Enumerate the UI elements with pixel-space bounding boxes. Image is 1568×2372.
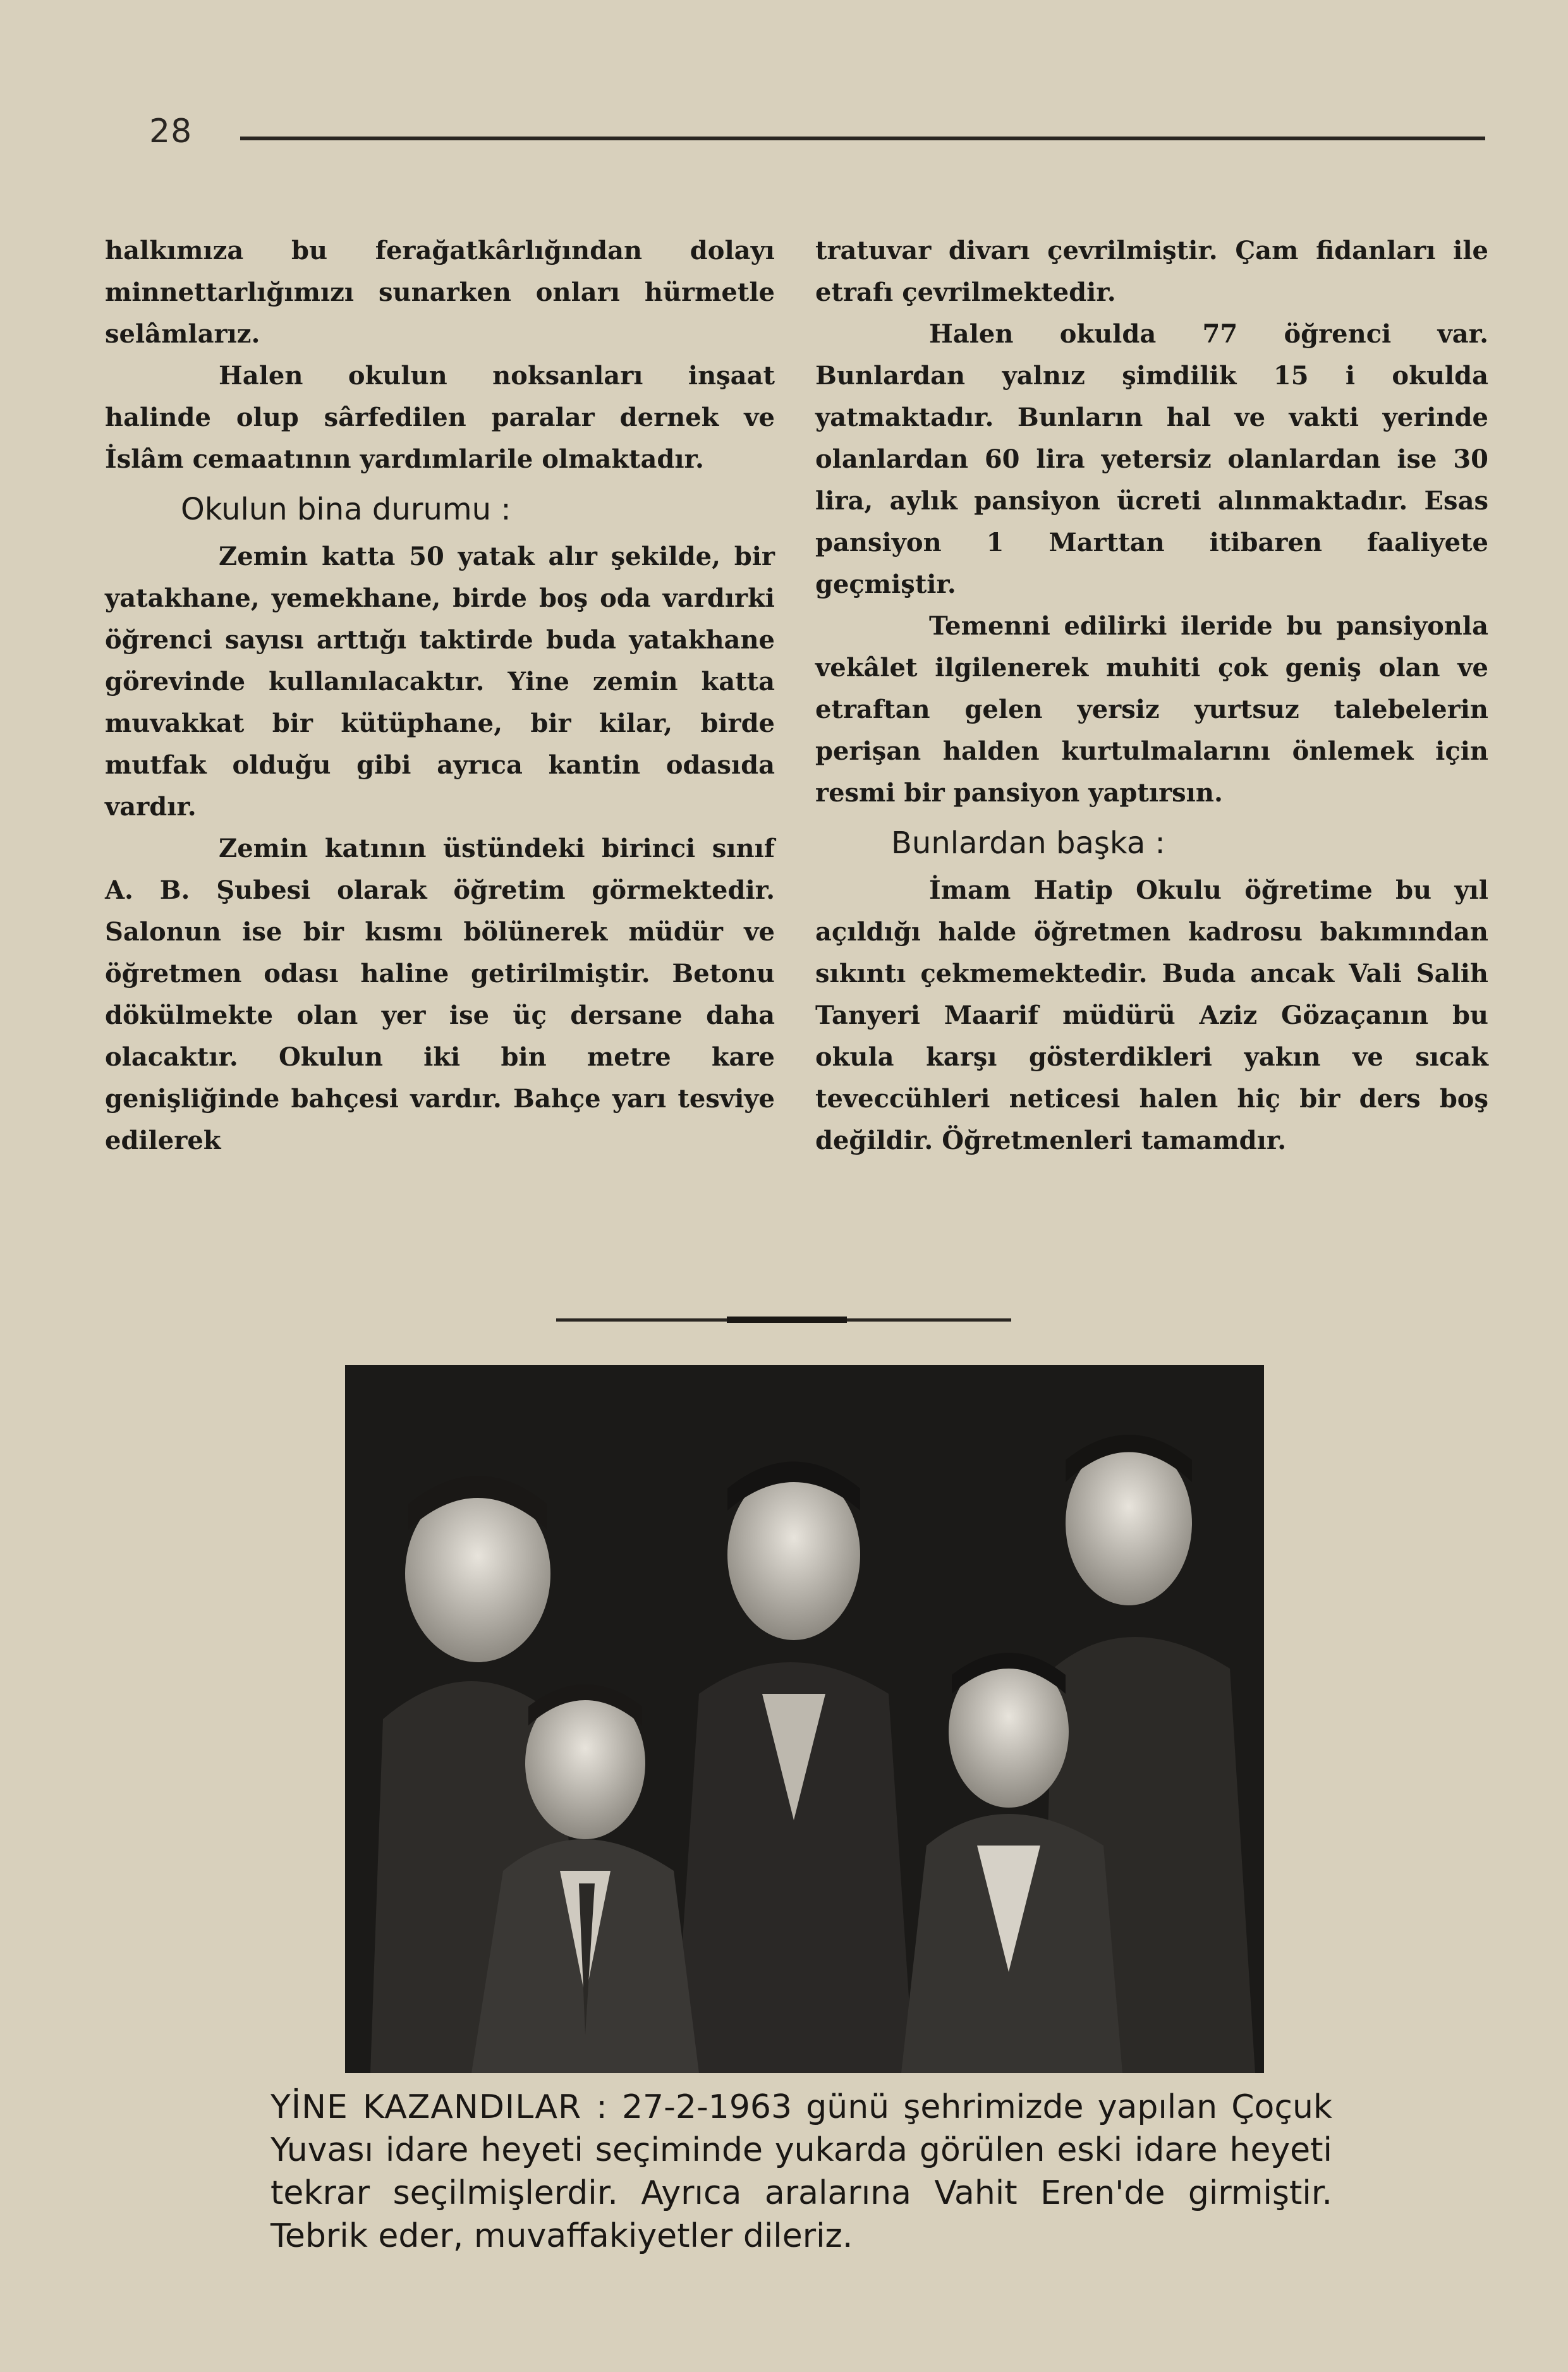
page-number: 28 bbox=[149, 113, 193, 150]
group-photo bbox=[345, 1365, 1264, 2073]
left-paragraph-3: Zemin katta 50 yatak alır şekilde, bir yatakhane, yemekhane, birde boş oda vardırki öğrenci sayısı arttığı taktirde buda yatakhane görevinde kullanılacaktır. Yine zemin katta muvakkat bir kütüphane, bir kilar, birde mutfak olduğu gibi ayrıca kantin odasıda vardır. bbox=[105, 542, 775, 822]
photo-caption bbox=[270, 2086, 1332, 2258]
right-paragraph-1: tratuvar divarı çevrilmiştir. Çam fidanları ile etrafı çevrilmektedir. bbox=[815, 236, 1488, 307]
left-paragraph-4: Zemin katının üstündeki birinci sınıf A. B. Şubesi olarak öğretim görmektedir. Salonun ise bir kısmı bölünerek müdür ve öğretmen odası haline getirilmiştir. Betonu dökülmekte olan yer ise üç dersane daha olacaktır. Okulun iki bin metre kare genişliğinde bahçesi vardır. Bahçe yarı tesviye edilerek bbox=[105, 834, 775, 1155]
right-column bbox=[815, 230, 1488, 1162]
left-column bbox=[105, 230, 775, 1162]
left-paragraph-1: halkımıza bu ferağatkârlığından dolayı minnettarlığımızı sunarken onları hürmetle selâmlarız. bbox=[105, 236, 775, 349]
right-paragraph-3: Temenni edilirki ileride bu pansiyonla vekâlet ilgilenerek muhiti çok geniş olan ve etraftan gelen yersiz yurtsuz talebelerin perişan halden kurtulmalarını önlemek için resmi bir pansiyon yaptırsın. bbox=[815, 611, 1488, 808]
top-rule bbox=[240, 137, 1485, 140]
caption-title: YİNE KAZANDILAR : bbox=[270, 2088, 608, 2126]
middle-rule bbox=[556, 1318, 1011, 1322]
besides-heading: Bunlardan başka : bbox=[891, 825, 1165, 861]
building-status-heading: Okulun bina durumu : bbox=[181, 492, 511, 527]
caption-text: 27-2-1963 günü şehrimizde yapılan Çoçuk Yuvası idare heyeti seçiminde yukarda görülen eski idare heyeti tekrar seçilmişlerdir. Ayrıca aralarına Vahit Eren'de girmiştir. Tebrik eder, muvaffakiyetler dileriz. bbox=[270, 2088, 1333, 2255]
group-photo-icon bbox=[345, 1365, 1264, 2073]
right-paragraph-2: Halen okulda 77 öğrenci var. Bunlardan yalnız şimdilik 15 i okulda yatmaktadır. Bunların hal ve vakti yerinde olanlardan 60 lira yetersiz olanlardan ise 30 lira, aylık pansiyon ücreti alınmaktadır. Esas pansiyon 1 Marttan itibaren faaliyete geçmiştir. bbox=[815, 319, 1488, 599]
left-paragraph-2: Halen okulun noksanları inşaat halinde olup sârfedilen paralar dernek ve İslâm cemaatının yardımlarile olmaktadır. bbox=[105, 361, 775, 474]
right-paragraph-4: İmam Hatip Okulu öğretime bu yıl açıldığı halde öğretmen kadrosu bakımından sıkıntı çekmemektedir. Buda ancak Vali Salih Tanyeri Maarif müdürü Aziz Gözaçanın bu okula karşı gösterdikleri yakın ve sıcak teveccühleri neticesi halen hiç bir ders boş değildir. Öğretmenleri tamamdır. bbox=[815, 875, 1488, 1155]
